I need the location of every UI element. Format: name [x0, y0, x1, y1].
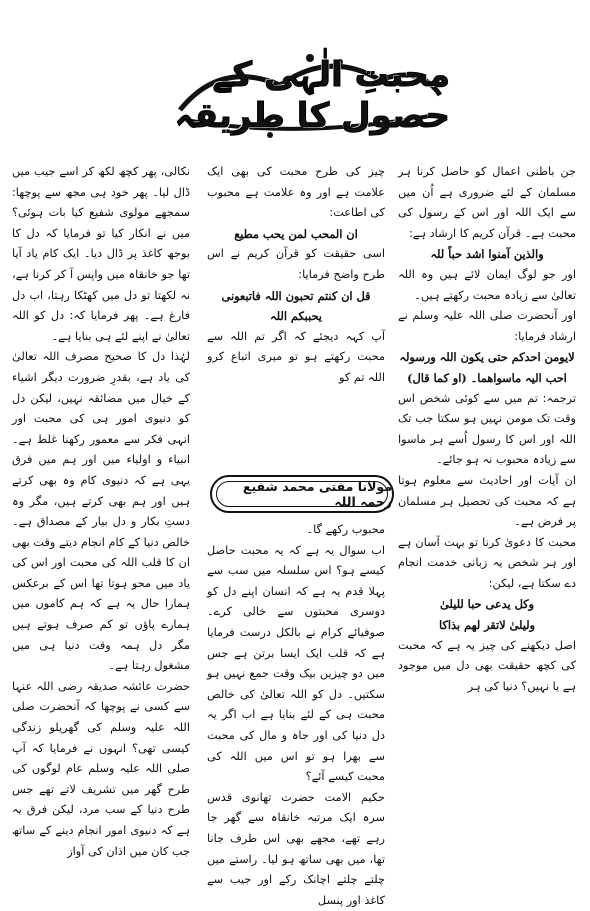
hadith-text: لایومن احدکم حتی یکون اللہ ورسولہ احب الیہ ماسواھما۔ (او کما قال) — [399, 350, 575, 385]
paragraph: اصل دیکھنے کی چیز یہ ہے کہ محبت کی کچھ حقیقت بھی دل میں موجود ہے یا نہیں؟ دنیا کی ہر — [398, 638, 576, 693]
column-middle-top — [207, 162, 385, 472]
paragraph: محبت کا دعویٰ کرنا تو بہت آسان ہے اور ہر شخص یہ زبانی خدمت انجام دے سکتا ہے، لیکن: — [398, 535, 576, 590]
poetry-line: وکل یدعی حبا للیلیٰ — [440, 597, 534, 612]
paragraph: آپ کہہ دیجئے کہ اگر تم اللہ سے محبت رکھتے ہو تو میری اتباع کرو اللہ تم کو — [207, 329, 385, 384]
paragraph: نکالی، پھر کچھ لکھ کر اسے جیب میں ڈال لیا۔ پھر خود ہی مجھ سے پوچھا: سمجھے مولوی شفیع کیا بات ہوئی؟ میں نے انکار کیا تو فرمایا کہ دل کا بوجھ کاغذ پر ڈال دیا۔ ایک کام یاد آیا تھا جو خانقاہ میں واپس آ کر کرنا ہے، نہ لکھتا تو دل میں کھٹکا رہتا، اب دل فارغ ہے۔ پھر فرمایا کہ: دل کو اللہ تعالیٰ نے اپنے لئے ہی بنایا ہے۔ — [12, 165, 190, 343]
page-title: محبتِ الٰہی کے حصول کا طریقہ — [174, 55, 450, 136]
paragraph: اسی حقیقت کو قرآن کریم نے اس طرح واضح فرمایا: — [207, 247, 385, 281]
column-middle-bottom — [207, 520, 385, 907]
arabic-saying: ان المحب لمن یحب مطیع — [234, 226, 358, 241]
title-calligraphy — [160, 40, 450, 150]
author-name-box: مولانا مفتی محمد شفیع رحمہ اللہ — [210, 475, 394, 513]
paragraph: اب سوال یہ ہے کہ یہ محبت حاصل کیسے ہو؟ اس سلسلہ میں سب سے پہلا قدم یہ ہے کہ انسان اپنے دل کو دوسری محبتوں سے خالی کرے۔ صوفیائے کرام نے بالکل درست فرمایا ہے کہ قلب ایک ایسا برتن ہے جس میں دو چیزیں بیک وقت جمع نہیں ہو سکتیں۔ دل کو اللہ تعالیٰ کی خالص محبت ہی کے لئے بنایا ہے اب اگر یہ دل دنیا کی اور جاہ و مال کی محبت سے بھرا ہو تو اس میں اللہ کی محبت کیسے آئے؟ — [207, 543, 385, 784]
paragraph: ان آیات اور احادیث سے معلوم ہوتا ہے کہ محبت کی تحصیل ہر مسلمان پر فرض ہے۔ — [398, 473, 576, 529]
paragraph: محبوب رکھے گا۔ — [306, 523, 385, 536]
paragraph: جن باطنی اعمال کو حاصل کرنا ہر مسلمان کے لئے ضروری ہے اُن میں سے ایک اللہ اور اس کے رسول کی محبت ہے۔ قرآن کریم کا ارشاد ہے: — [398, 165, 576, 240]
paragraph: حکیم الامت حضرت تھانوی قدس سرہ ایک مرتبہ خانقاہ سے گھر جا رہے تھے، مجھے بھی اس طرف جانا تھا، میں بھی ساتھ ہو لیا۔ راستے میں چلتے چلتے اچانک رکے اور جیب سے کاغذ اور پنسل — [207, 790, 385, 907]
paragraph: چیز کی طرح محبت کی بھی ایک علامت ہے اور وہ علامت ہے محبوب کی اطاعت: — [207, 165, 385, 220]
paragraph: ترجمہ: تم میں سے کوئی شخص اس وقت تک مومن نہیں ہو سکتا جب تک اللہ اور اس کا رسول اُسے ہر ماسوا سے زیادہ محبوب نہ ہو جائے۔ — [398, 391, 576, 467]
paragraph: اور جو لوگ ایمان لائے ہیں وہ اللہ تعالیٰ سے زیادہ محبت رکھتے ہیں۔ — [398, 267, 576, 302]
quran-verse: قل ان کنتم تحبون اللہ فاتبعونی یحببکم اللہ — [221, 288, 371, 324]
paragraph: لہٰذا دل کا صحیح مصرف اللہ تعالیٰ کی یاد ہے، بقدرِ ضرورت دیگر اشیاء کے خیال میں مضائقہ نہیں، لیکن دل کو دنیوی امور ہی کی محبت اور انہی فکر سے معمور رکھنا غلط ہے۔ انبیاء و اولیاء میں اور ہم میں فرق یہی ہے کہ دنیوی کام وہ بھی کرتے ہیں اور ہم بھی کرتے ہیں، مگر وہ دستِ بکار و دل بیار کے مصداق ہے۔ خالص دنیا کے کام انجام دیتے وقت بھی ان کا قلب اللہ کی محبت اور اس کی یاد میں محو ہوتا تھا اس کے برعکس ہمارا حال یہ ہے کہ ہم کاموں میں ہمارے پاؤں تو کم صرف ہوتے ہیں مگر دل ہمہ وقت دنیا ہی میں مشغول رہتا ہے۔ — [12, 350, 190, 673]
paragraph: حضرت عائشہ صدیقہ رضی اللہ عنہا سے کسی نے پوچھا کہ آنحضرت صلی اللہ علیہ وسلم کی گھریلو زندگی کیسی تھی؟ انہوں نے فرمایا کہ آپ صلی اللہ علیہ وسلم عام لوگوں کی طرح گھر میں تشریف لاتے تھے جس طرح دنیا کے سب مرد، لیکن فرق یہ ہے کہ دنیوی امور انجام دینے کے ساتھ جب کان میں اذان کی آواز — [12, 679, 190, 858]
quran-verse: والذین آمنوا اشد حباً للہ — [430, 247, 544, 262]
column-left — [12, 162, 190, 858]
poetry-line: ولیلیٰ لاتقر لھم بذاکا — [439, 618, 535, 633]
column-right — [398, 162, 576, 762]
paragraph: اور آنحضرت صلی اللہ علیہ وسلم نے ارشاد فرمایا: — [398, 309, 576, 343]
